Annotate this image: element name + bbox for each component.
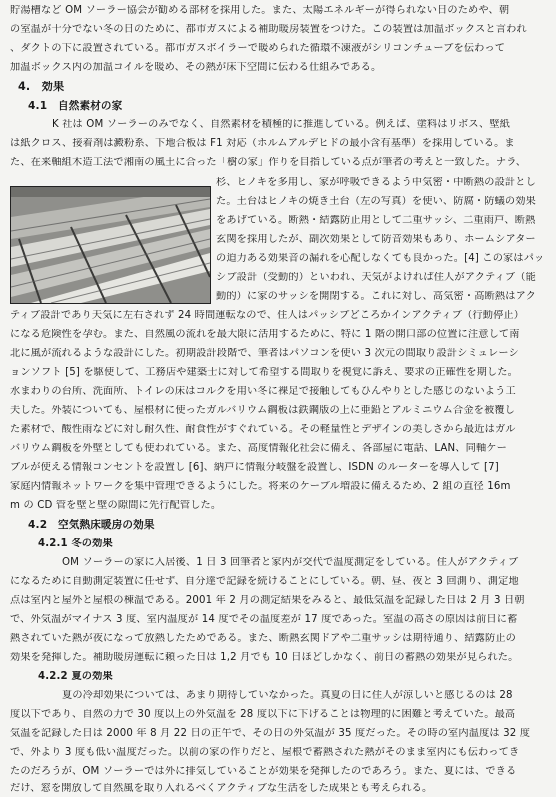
text-line: 夫した。外装についても、屋根材に使ったガルバリウム鋼板は鉄鋼版の上に亜鉛とアルミニウム合金を被覆し [10, 405, 516, 416]
text-line: OM ソーラーの家に入居後、1 日 3 回筆者と家内が交代で温度測定をしている。住人がアクティブ [62, 557, 519, 568]
text-line: 熱されていた熱が夜になって放熱したためである。また、断熱玄関ドアや二重サッシは期待通り、結露防止の [10, 633, 517, 644]
text-line: 気温を記録した日は 2000 年 8 月 22 日の正午で、その日の外気温が 35 度だった。その時の室内温度は 32 度 [10, 728, 531, 739]
text-line: ティブ設計であり天気に左右されず 24 時間運転なので、住人はパッシブどころかインアクティブ（行動停止） [10, 310, 525, 321]
text-line: で、外気温がマイナス 3 度、室内温度が 14 度でその温度差が 17 度であった。室温の高さの原因は前日に蓄 [10, 614, 518, 625]
text-line: 水まわりの台所、洗面所、トイレの床はコルクを用い冬に裸足で接触してもひんやりとした感じのないよう工 [10, 386, 516, 397]
text-line: をあげている。断熱・結露防止用として二重サッシ、二重雨戸、断熱 [216, 215, 536, 226]
foundation-photo [10, 186, 211, 304]
text-line: になるために自動測定装置に任せず、自分達で記録を続けることにしている。朝、昼、夜と 3 回測り、測定地 [10, 576, 519, 587]
subsubsection-heading: 4.2.2 夏の効果 [38, 671, 113, 682]
text-line: は紙クロス、接着剤は澱粉系、下地合板は F1 対応（ホルムアルデヒドの最小含有基準）を採用している。ま [10, 138, 515, 149]
text-line: 度以下であり、自然の力で 30 度以上の外気温を 28 度以下に下げることは物理的に困難と考えていた。最高 [10, 709, 516, 720]
section-heading: 4. 効果 [18, 81, 65, 93]
text-line: バリウム鋼板を外壁としても使われている。また、高度情報化社会に備え、各部屋に電話、LAN、同軸ケー [10, 443, 507, 454]
text-line: 効果を発揮した。補助暖房運転に頼った日は 1,2 月でも 10 日ほどしかなく、前日の蓄熱の効果が見られた。 [10, 652, 519, 663]
text-line: の室温が十分でない冬の日のために、都市ガスによる補助暖房装置をつけた。この装置は加温ボックスと言われ [10, 24, 527, 35]
text-line: シブ設計（受動的）といわれ、天気がよければ住人がアクティブ（能 [216, 272, 536, 283]
text-line: た。土台はヒノキの焼き土台（左の写真）を使い、防腐・防蟻の効果 [216, 196, 536, 207]
text-line: になる危険性を孕む。また、自然風の流れを最大限に活用するために、特に 1 階の開口部の位置に注意して南 [10, 329, 520, 340]
text-line: 北に風が流れるような設計にした。初期設計段階で、筆者はパソコンを使い 3 次元の間取り設計シミュレーシ [10, 348, 519, 359]
text-line: 、ダクトの下に設置されている。都市ガスボイラーで暖められた循環不凍液がシリコンチューブを伝わって [10, 43, 506, 54]
text-line: たのだろうが、OM ソーラーでは外に排気していることが効果を発揮したのであろう。また、夏には、できる [10, 766, 517, 777]
text-line: だけ、窓を開放して自然風を取り入れるべくアクティブな生活をした成果とも考えられる。 [10, 783, 433, 794]
text-line: 動的）に家のサッシを開閉する。これに対し、高気密・高断熱はアク [216, 291, 536, 302]
text-line: ブルが使える情報コンセントを設置し [6]、納戸に情報分岐盤を設置し、ISDN のルーターを導入して [7] [10, 462, 499, 473]
text-line: m の CD 管を壁と壁の隙間に先行配管した。 [10, 500, 222, 511]
text-line: た、在来軸組木造工法で湘南の風土に合った「樹の家」作りを目指している点が筆者の考えと一致した。ナラ、 [10, 157, 527, 168]
text-line: 家庭内情報ネットワークを集中管理できるようにした。将来のケーブル増設に備えるため、2 組の直径 16m [10, 481, 511, 492]
subsection-heading: 4.2 空気熱床暖房の効果 [28, 519, 155, 531]
foundation-photo-image [11, 187, 210, 303]
subsection-heading: 4.1 自然素材の家 [28, 100, 123, 112]
subsubsection-heading: 4.2.1 冬の効果 [38, 538, 113, 549]
text-line: K 社は OM ソーラーのみでなく、自然素材を積極的に推進している。例えば、塗料はリボス、壁紙 [52, 119, 511, 130]
text-line: ョンソフト [5] を駆使して、工務店や建築士に対して希望する間取りを視覚に訴え、要求の正確性を期した。 [10, 367, 518, 378]
text-line: 加温ボックス内の加温コイルを暖め、その熱が床下空間に伝わる仕組みである。 [10, 62, 382, 73]
text-line: 夏の冷却効果については、あまり期待していなかった。真夏の日に住人が涼しいと感じるのは 28 [62, 690, 513, 701]
text-line: 貯湯槽など OM ソーラー協会が勧める部材を採用した。また、太陽エネルギーが得られない日のためや、朝 [10, 5, 510, 16]
text-line: 玄関を採用したが、副次効果として防音効果もあり、ホームシアター [216, 234, 536, 245]
text-line: 杉、ヒノキを多用し、家が呼吸できるよう中気密・中断熱の設計とし [216, 177, 536, 188]
text-line: 点は室内と屋外と屋根の棟温である。2001 年 2 月の測定結果をみると、最低気温を記録した日は 2 月 3 日朝 [10, 595, 525, 606]
text-line: で、外より 3 度も低い温度だった。以前の家の作りだと、屋根で蓄熱された熱がそのまま室内にも伝わってき [10, 747, 520, 758]
text-line: た素材で、酸性雨などに対し耐久性、耐食性がすぐれている。その軽量性とデザインの美しさから最近はガル [10, 424, 516, 435]
text-line: の迫力ある効果音の漏れを心配しなくても良かった。[4] この家はパッ [216, 253, 545, 264]
